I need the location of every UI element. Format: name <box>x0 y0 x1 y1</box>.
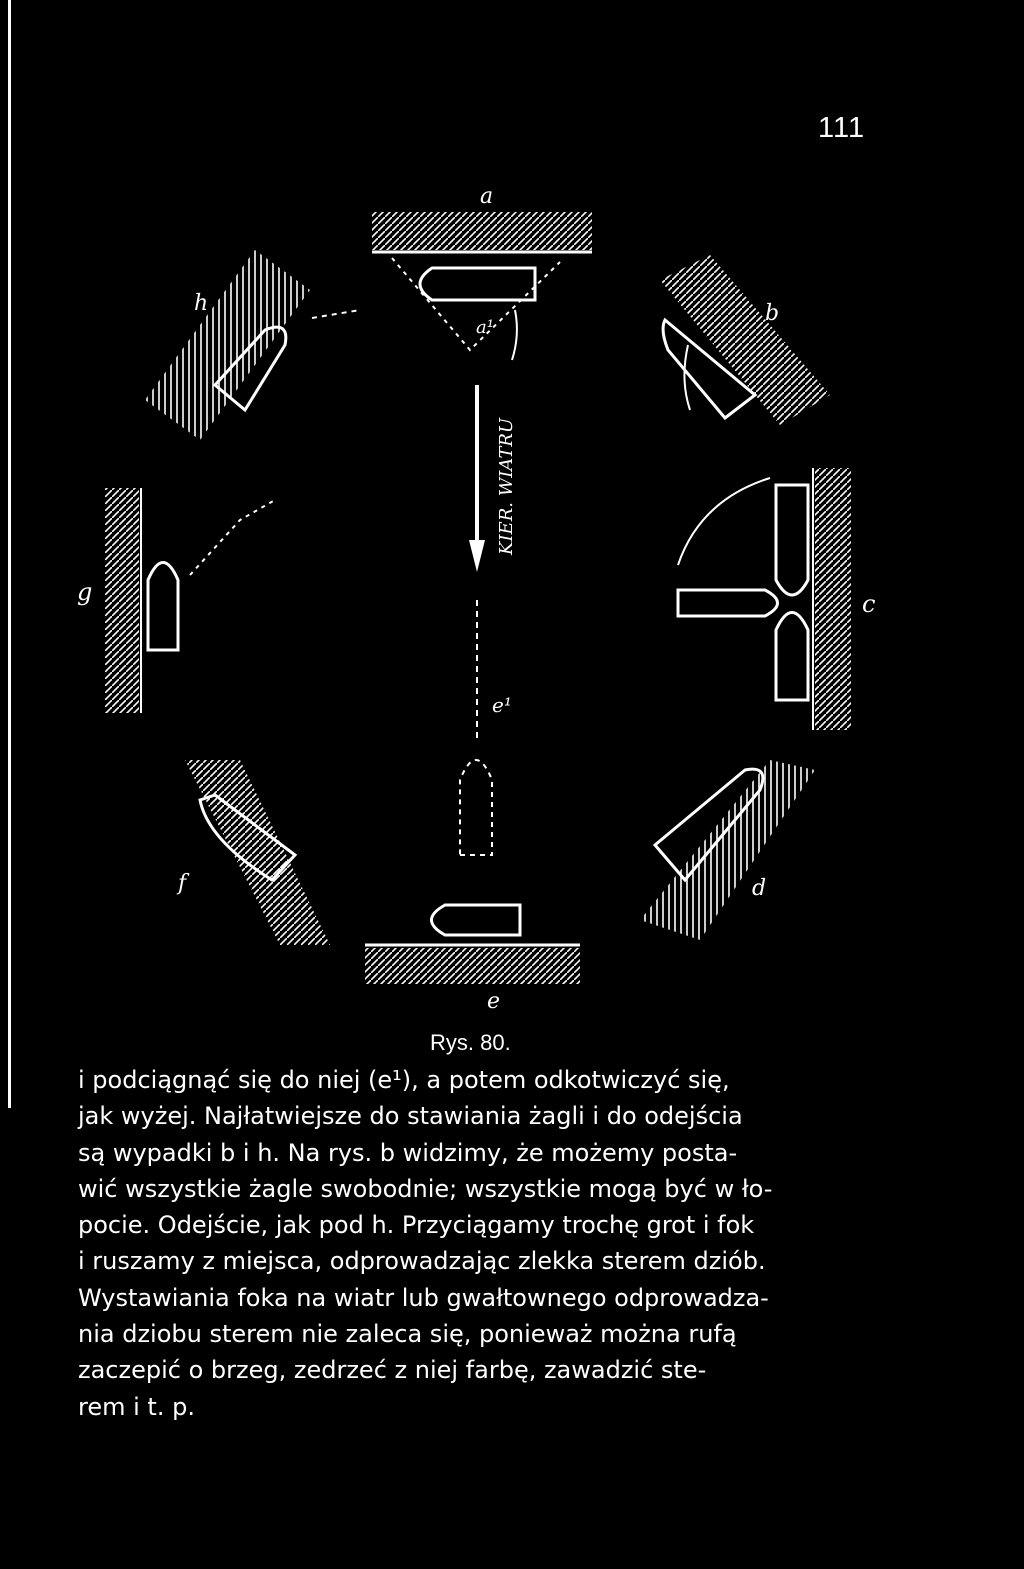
boat-a <box>392 258 560 360</box>
text-line: nia dziobu sterem nie zaleca się, ponieważ można rufą <box>78 1320 737 1349</box>
anchor-path-e <box>460 600 492 855</box>
shore-g <box>105 488 141 713</box>
label-c: c <box>862 590 876 618</box>
shore-a <box>372 212 592 252</box>
label-b: b <box>765 301 780 326</box>
boats-c <box>678 478 808 700</box>
text-line: i ruszamy z miejsca, odprowadzając zlekka sterem dziób. <box>78 1247 766 1276</box>
text-line: zaczepić o brzeg, zedrzeć z niej farbę, zawadzić ste- <box>78 1356 707 1385</box>
label-f: f <box>178 871 187 896</box>
wind-direction-label: KIER. WIATRU <box>496 417 517 555</box>
text-line: rem i t. p. <box>78 1392 195 1421</box>
label-e: e <box>487 989 501 1014</box>
boat-g <box>148 500 275 650</box>
label-h: h <box>194 291 209 316</box>
shore-c <box>813 468 851 730</box>
text-line: Wystawiania foka na wiatr lub gwałtownego odprowadza- <box>78 1283 769 1312</box>
label-a1: a¹ <box>476 317 494 338</box>
text-line: wić wszystkie żagle swobodnie; wszystkie mogą być w ło- <box>78 1174 773 1203</box>
shore-d <box>640 760 815 940</box>
shore-b <box>660 255 830 425</box>
label-e1: e¹ <box>492 693 512 717</box>
text-line: pocie. Odejście, jak pod h. Przyciągamy trochę grot i fok <box>78 1211 755 1240</box>
paragraph <box>78 1062 878 1425</box>
text-line: i podciągnąć się do niej (e¹), a potem odkotwiczyć się, <box>78 1066 730 1094</box>
wind-arrow <box>469 385 485 572</box>
boat-e <box>432 905 521 935</box>
shore-e <box>365 945 580 984</box>
label-d: d <box>752 876 767 901</box>
text-line: są wypadki b i h. Na rys. b widzimy, że możemy posta- <box>78 1138 738 1167</box>
text-line: jak wyżej. Najłatwiejsze do stawiania żagli i do odejścia <box>78 1102 743 1131</box>
label-g: g <box>77 578 93 606</box>
label-a: a <box>480 184 494 209</box>
page-number: 111 <box>818 112 866 144</box>
figure-caption: Rys. 80. <box>430 1030 511 1055</box>
shore-f <box>185 760 330 945</box>
